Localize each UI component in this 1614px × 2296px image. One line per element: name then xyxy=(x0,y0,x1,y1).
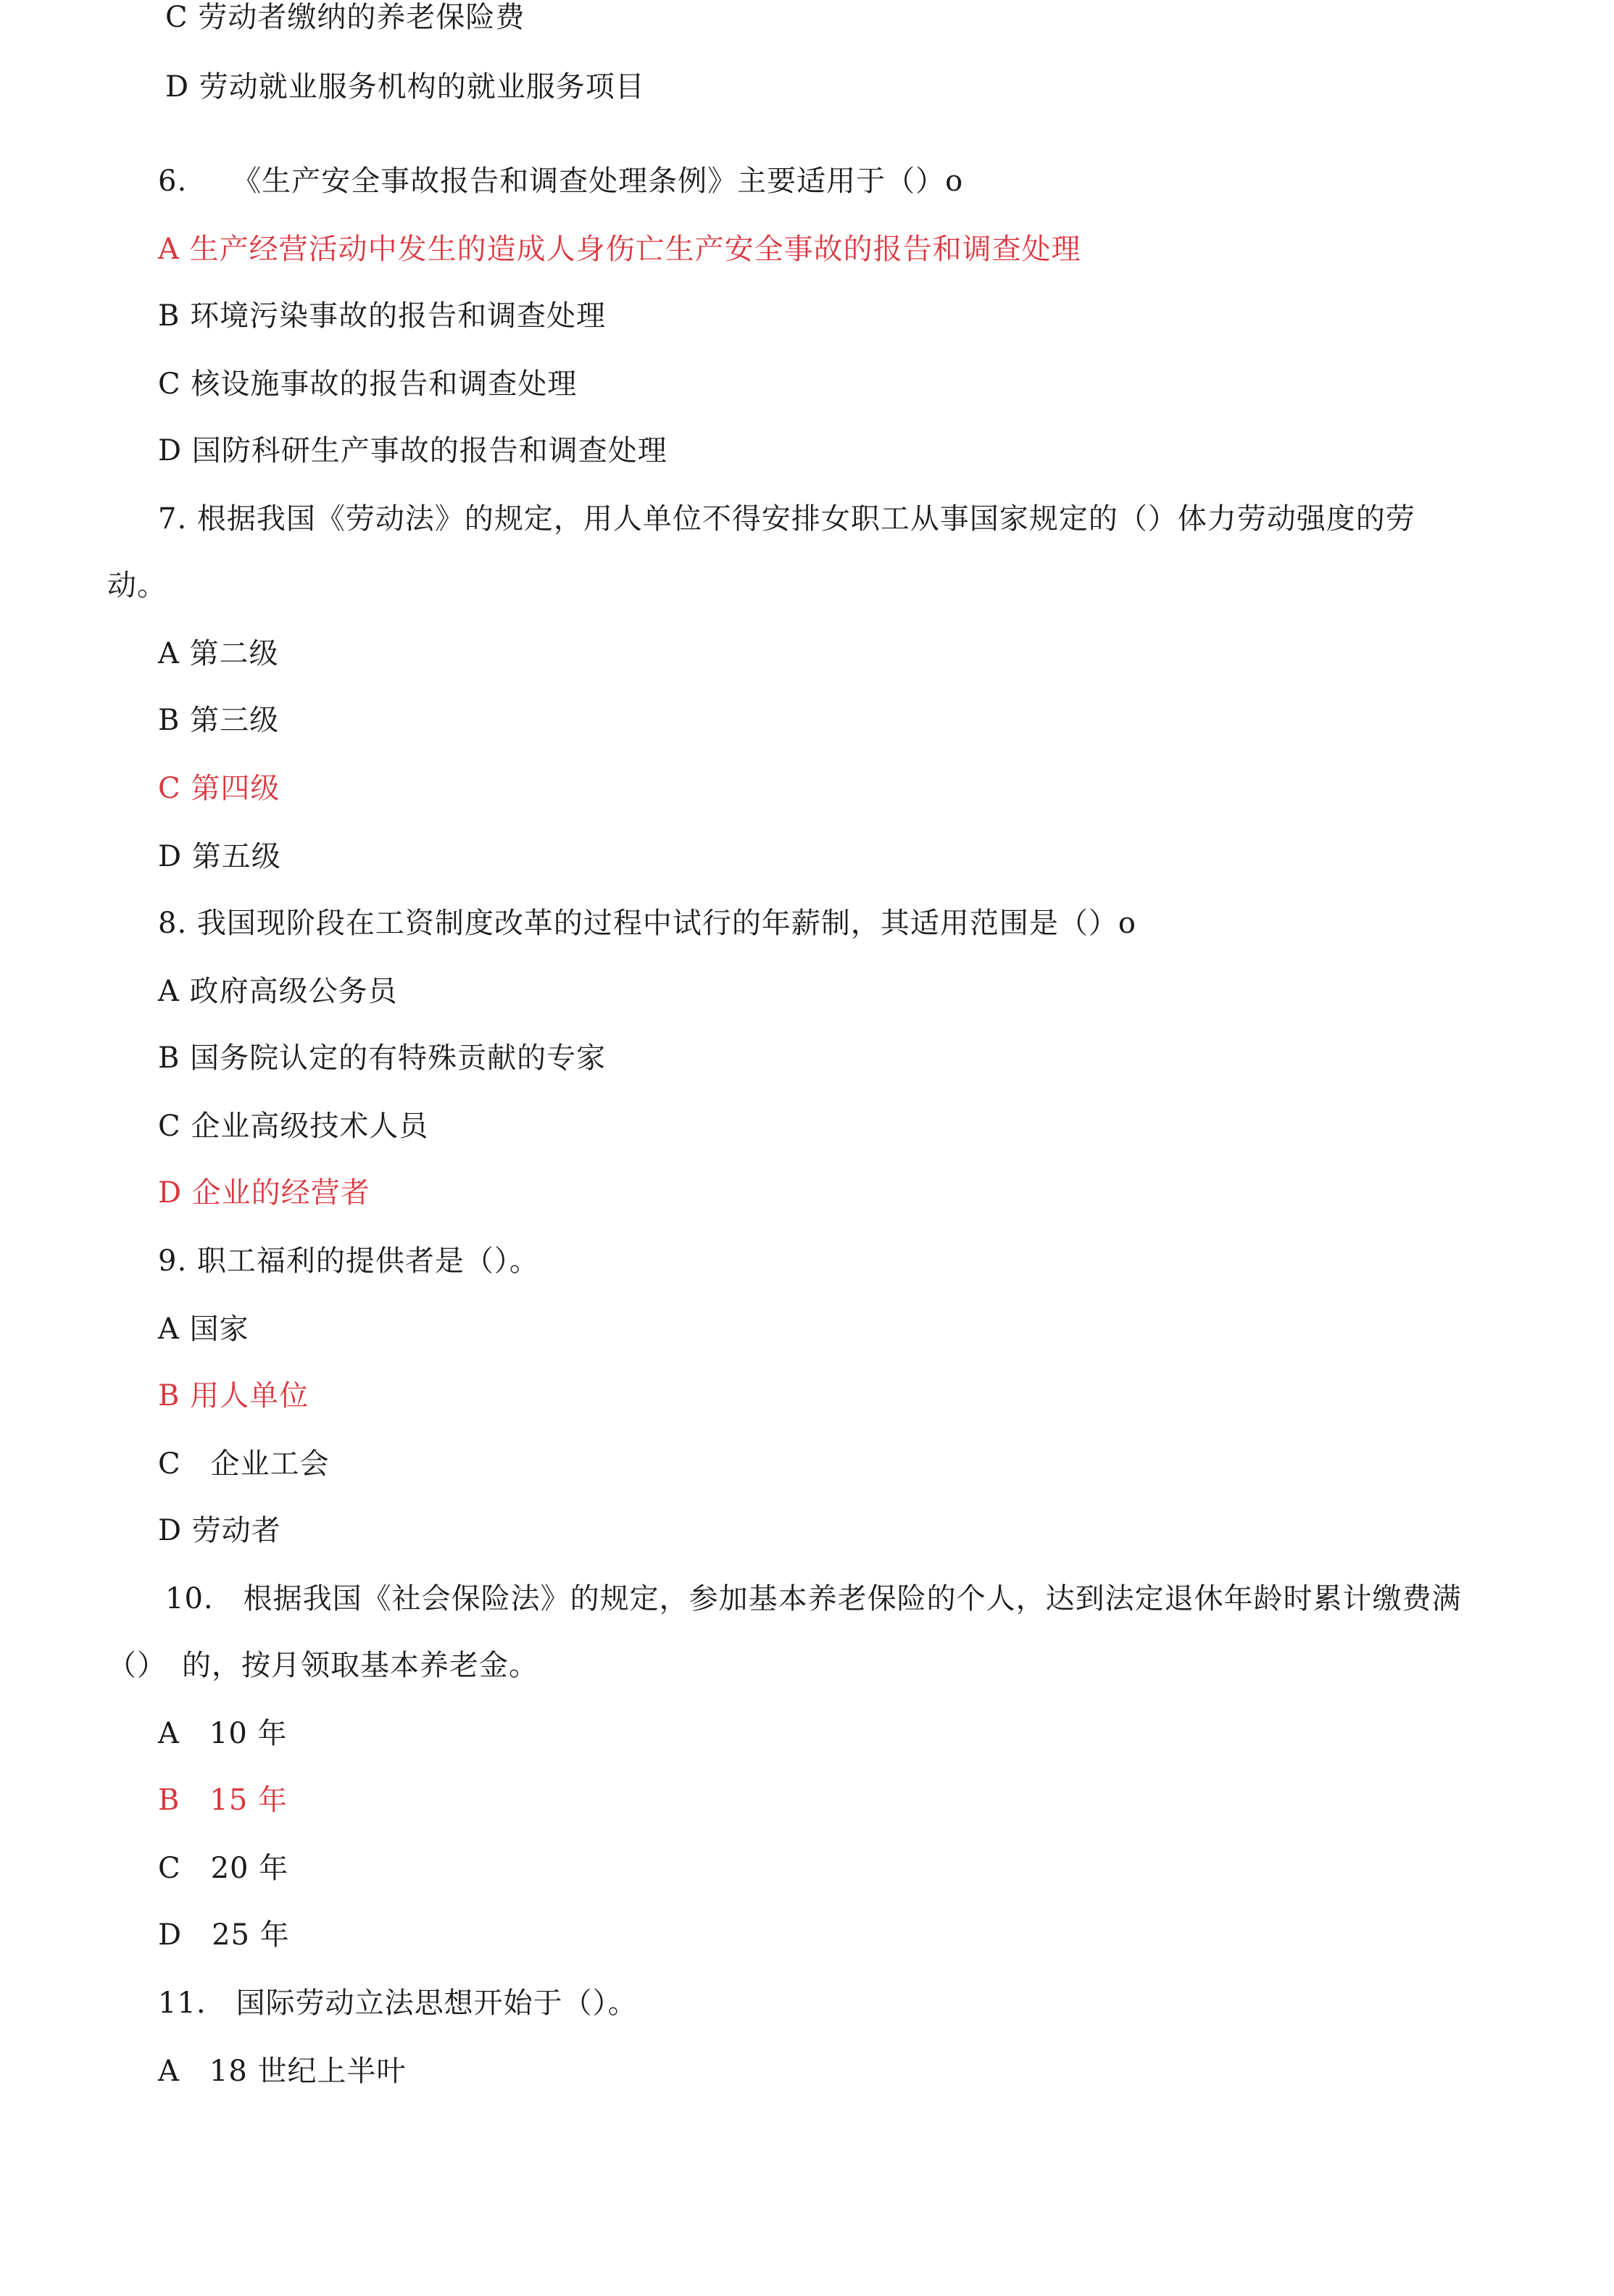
q9-stem: 9. 职工福利的提供者是（）。 xyxy=(158,1244,539,1278)
q7-option-d: D 第五级 xyxy=(158,840,281,873)
q11-option-a: A 18 世纪上半叶 xyxy=(158,2055,407,2088)
q10-option-c: C 20 年 xyxy=(158,1852,289,1885)
q9-option-b: B 用人单位 xyxy=(158,1379,309,1413)
q8-option-d: D 企业的经营者 xyxy=(158,1176,370,1210)
q7-option-c: C 第四级 xyxy=(158,772,280,805)
q10-option-d: D 25 年 xyxy=(158,1918,290,1952)
q6-option-c: C 核设施事故的报告和调查处理 xyxy=(158,367,578,401)
q7-option-b: B 第三级 xyxy=(158,704,280,737)
q8-stem: 8. 我国现阶段在工资制度改革的过程中试行的年薪制，其适用范围是（）o xyxy=(158,907,1136,940)
q7-stem: 7. 根据我国《劳动法》的规定，用人单位不得安排女职工从事国家规定的（）体力劳动强度的劳 xyxy=(158,502,1415,536)
q6-stem: 6. 《生产安全事故报告和调查处理条例》主要适用于（）o xyxy=(158,165,964,198)
q6-option-d: D 国防科研生产事故的报告和调查处理 xyxy=(158,434,667,467)
q10-stem: 10. 根据我国《社会保险法》的规定，参加基本养老保险的个人，达到法定退休年龄时累计缴费满 xyxy=(165,1582,1462,1615)
q8-option-a: A 政府高级公务员 xyxy=(158,975,398,1008)
q8-option-c: C 企业高级技术人员 xyxy=(158,1110,429,1143)
q10-stem-continued: （） 的，按月领取基本养老金。 xyxy=(107,1649,538,1682)
q9-option-c: C 企业工会 xyxy=(158,1447,330,1481)
q5-option-d: D 劳动就业服务机构的就业服务项目 xyxy=(165,70,645,104)
q6-option-b: B 环境污染事故的报告和调查处理 xyxy=(158,299,607,333)
q8-option-b: B 国务院认定的有特殊贡献的专家 xyxy=(158,1041,607,1075)
q9-option-a: A 国家 xyxy=(158,1313,249,1346)
q7-option-a: A 第二级 xyxy=(158,637,279,670)
q7-stem-continued: 动。 xyxy=(107,569,167,602)
q10-option-a: A 10 年 xyxy=(158,1717,288,1750)
q5-option-c: C 劳动者缴纳的养老保险费 xyxy=(165,1,525,34)
q9-option-d: D 劳动者 xyxy=(158,1514,281,1547)
q11-stem: 11. 国际劳动立法思想开始于（）。 xyxy=(158,1987,638,2020)
q6-option-a: A 生产经营活动中发生的造成人身伤亡生产安全事故的报告和调查处理 xyxy=(158,233,1081,266)
q10-option-b: B 15 年 xyxy=(158,1784,288,1817)
